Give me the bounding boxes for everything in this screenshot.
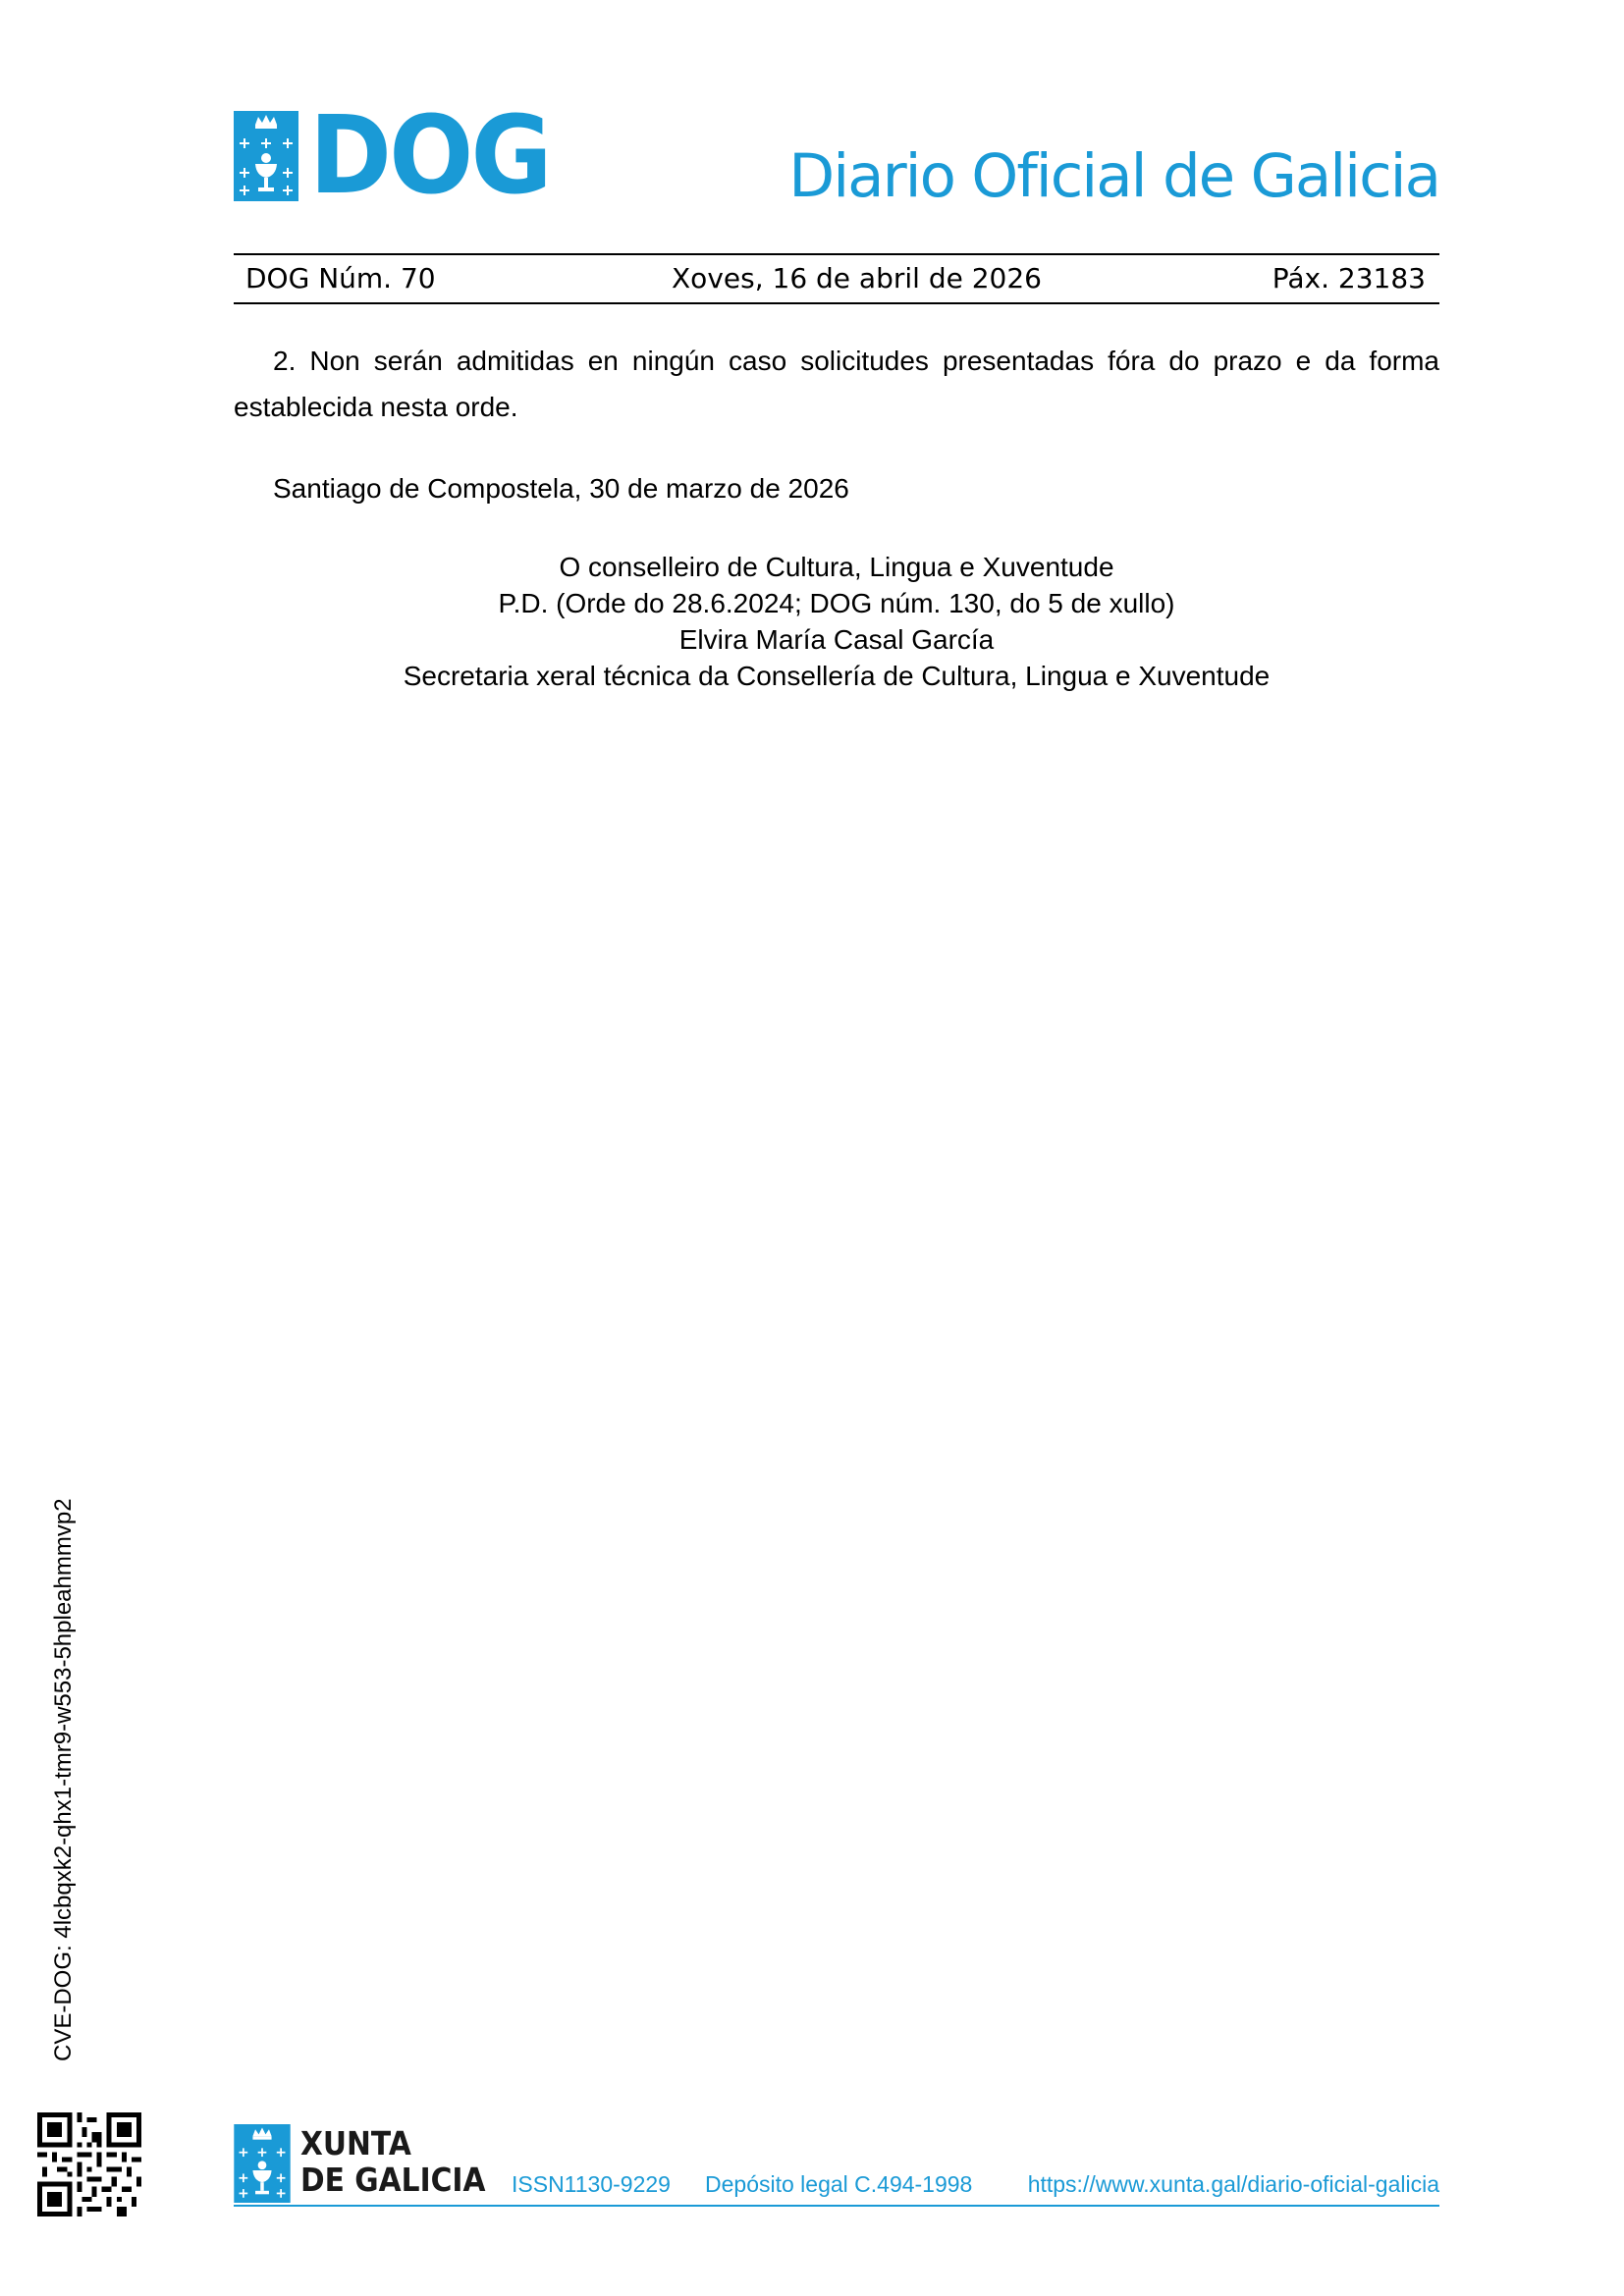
issue-number: DOG Núm. 70 bbox=[245, 262, 436, 294]
footer-legal-deposit: Depósito legal C.494-1998 bbox=[705, 2171, 973, 2197]
signature-delegation: P.D. (Orde do 28.6.2024; DOG núm. 130, do 5 de xullo) bbox=[498, 588, 1175, 618]
xunta-logo-line1: XUNTA bbox=[300, 2124, 411, 2163]
header-rule-top bbox=[234, 253, 1439, 255]
header-rule-bottom bbox=[234, 302, 1439, 304]
signature-role: O conselleiro de Cultura, Lingua e Xuventude bbox=[559, 552, 1114, 582]
footer-url-link[interactable]: https://www.xunta.gal/diario-oficial-galicia bbox=[1027, 2171, 1439, 2197]
footer-rule bbox=[234, 2205, 1439, 2207]
xunta-logo-line2: DE GALICIA bbox=[300, 2161, 486, 2199]
dog-logo-wordmark: DOG bbox=[309, 92, 550, 218]
cve-code: CVE-DOG: 4lcbqxk2-qhx1-tmr9-w553-5hpleahmmvp2 bbox=[50, 1498, 77, 2061]
galicia-shield-icon bbox=[234, 2124, 291, 2203]
body-paragraph: 2. Non serán admitidas en ningún caso solicitudes presentadas fóra do prazo e da forma establecida nesta orde. bbox=[234, 346, 1439, 422]
footer-issn: ISSN1130-9229 bbox=[512, 2171, 671, 2197]
issue-date: Xoves, 16 de abril de 2026 bbox=[672, 262, 1042, 294]
galicia-shield-icon bbox=[234, 111, 298, 201]
page-number: Páx. 23183 bbox=[1272, 262, 1426, 294]
signature-name: Elvira María Casal García bbox=[678, 624, 995, 655]
place-date: Santiago de Compostela, 30 de marzo de 2026 bbox=[273, 473, 849, 504]
signature-position: Secretaria xeral técnica da Consellería de Cultura, Lingua e Xuventude bbox=[403, 661, 1271, 691]
qr-code-icon bbox=[37, 2112, 141, 2216]
journal-title: Diario Oficial de Galicia bbox=[788, 141, 1439, 211]
